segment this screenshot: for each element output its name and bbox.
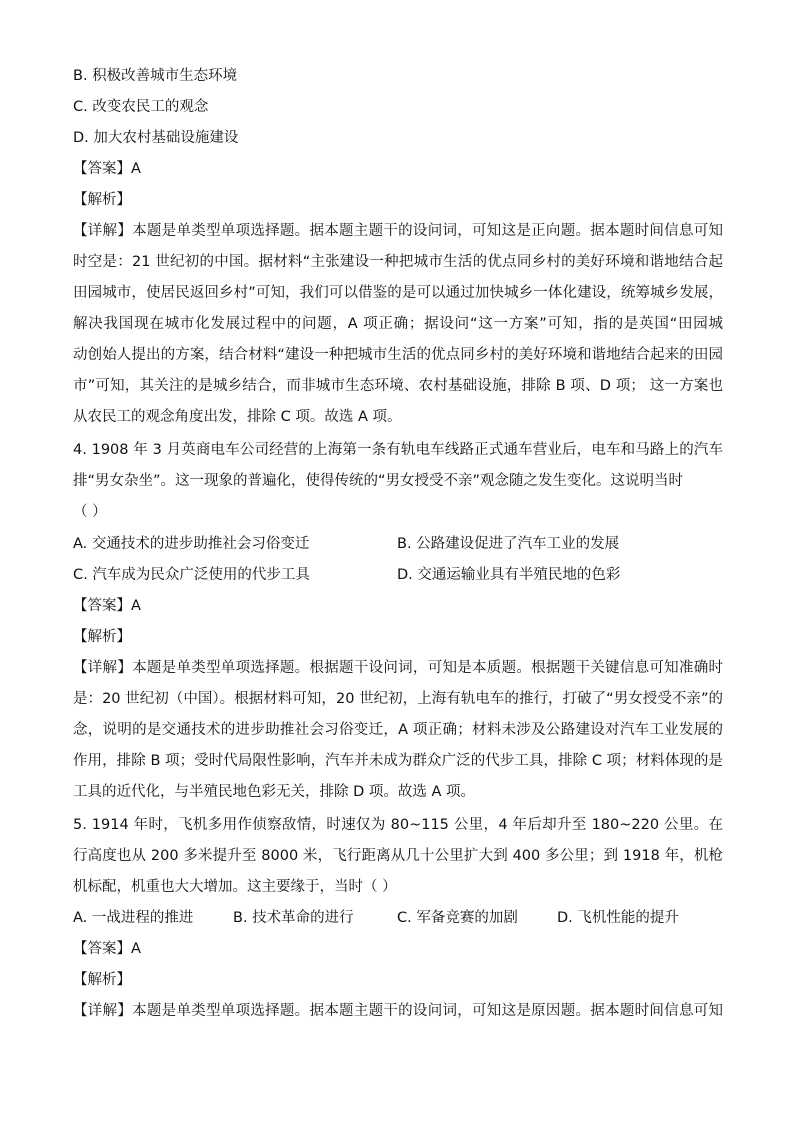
q3-detail-line: 市”可知，其关注的是城乡结合，而非城市生态环境、农村基础设施，排除 B 项、D 项； 这一方案也 [73,378,723,394]
q4-detail-line: 作用，排除 B 项；受时代局限性影响，汽车并未成为群众广泛的代步工具，排除 C 项；材料体现的是 [73,753,723,769]
q5-analysis-heading: 【解析】 [73,972,131,988]
q4-detail-line: 【详解】本题是单类型单项选择题。根据题干设问词，可知是本质题。根据题干关键信息可知准确时 [73,660,723,676]
q4-option-a: A. 交通技术的进步助推社会习俗变迁 [73,536,310,552]
q3-detail-line: 从农民工的观念角度出发，排除 C 项。故选 A 项。 [73,409,402,425]
q5-detail-line: 【详解】本题是单类型单项选择题。据本题主题干的设问词，可知这是原因题。据本题时间信息可知 [73,1003,723,1019]
q3-detail-line: 动创始人提出的方案，结合材料“建设一种把城市生活的优点同乡村的美好环境和谐地结合起来的田园 [73,347,723,363]
q3-option-d: D. 加大农村基础设施建设 [73,130,239,146]
q3-detail-line: 时空是：21 世纪初的中国。据材料“主张建设一种把城市生活的优点同乡村的美好环境和谐地结合起 [73,254,723,270]
q4-detail-line: 是：20 世纪初（中国）。根据材料可知，20 世纪初，上海有轨电车的推行，打破了“男女授受不亲”的 [73,691,723,707]
q4-detail-line: 念，说明的是交通技术的进步助推社会习俗变迁，A 项正确；材料未涉及公路建设对汽车工业发展的 [73,722,723,738]
q4-option-c: C. 汽车成为民众广泛使用的代步工具 [73,567,310,583]
q3-detail-line: 解决我国现在城市化发展过程中的问题，A 项正确；据设问“这一方案”可知，指的是英国“田园城 [73,316,723,332]
q5-stem-line: 5. 1914 年时，飞机多用作侦察敌情，时速仅为 80~115 公里，4 年后却升至 180~220 公里。在 [73,817,723,833]
q5-option-d: D. 飞机性能的提升 [557,910,679,926]
q5-stem-line: 机标配，机重也大大增加。这主要缘于，当时（ ） [73,879,397,895]
q5-option-c: C. 军备竞赛的加剧 [397,910,518,926]
q4-detail-line: 工具的近代化，与半殖民地色彩无关，排除 D 项。故选 A 项。 [73,784,476,800]
q4-stem-blank: （ ） [73,504,107,520]
q4-option-b: B. 公路建设促进了汽车工业的发展 [397,536,620,552]
q4-stem-line: 4. 1908 年 3 月英商电车公司经营的上海第一条有轨电车线路正式通车营业后，电车和马路上的汽车 [73,442,723,458]
q3-option-b: B. 积极改善城市生态环境 [73,68,238,84]
q5-answer: 【答案】A [73,941,141,957]
q4-answer: 【答案】A [73,598,141,614]
q4-stem-line: 排“男女杂坐”。这一现象的普遍化，使得传统的“男女授受不亲”观念随之发生变化。这说明当时 [73,473,684,489]
q4-option-d: D. 交通运输业具有半殖民地的色彩 [397,567,621,583]
q3-detail-line: 田园城市，使居民返回乡村”可知，我们可以借鉴的是可以通过加快城乡一体化建设，统筹城乡发展， [73,285,723,301]
q3-answer: 【答案】A [73,161,141,177]
q5-option-a: A. 一战进程的推进 [73,910,194,926]
q3-analysis-heading: 【解析】 [73,192,131,208]
q5-stem-line: 行高度也从 200 多米提升至 8000 米，飞行距离从几十公里扩大到 400 多公里；到 1918 年，机枪 [73,848,723,864]
q4-analysis-heading: 【解析】 [73,629,131,645]
q5-option-b: B. 技术革命的进行 [233,910,354,926]
q3-detail-line: 【详解】本题是单类型单项选择题。据本题主题干的设问词，可知这是正向题。据本题时间信息可知 [73,223,723,239]
q3-option-c: C. 改变农民工的观念 [73,99,209,115]
